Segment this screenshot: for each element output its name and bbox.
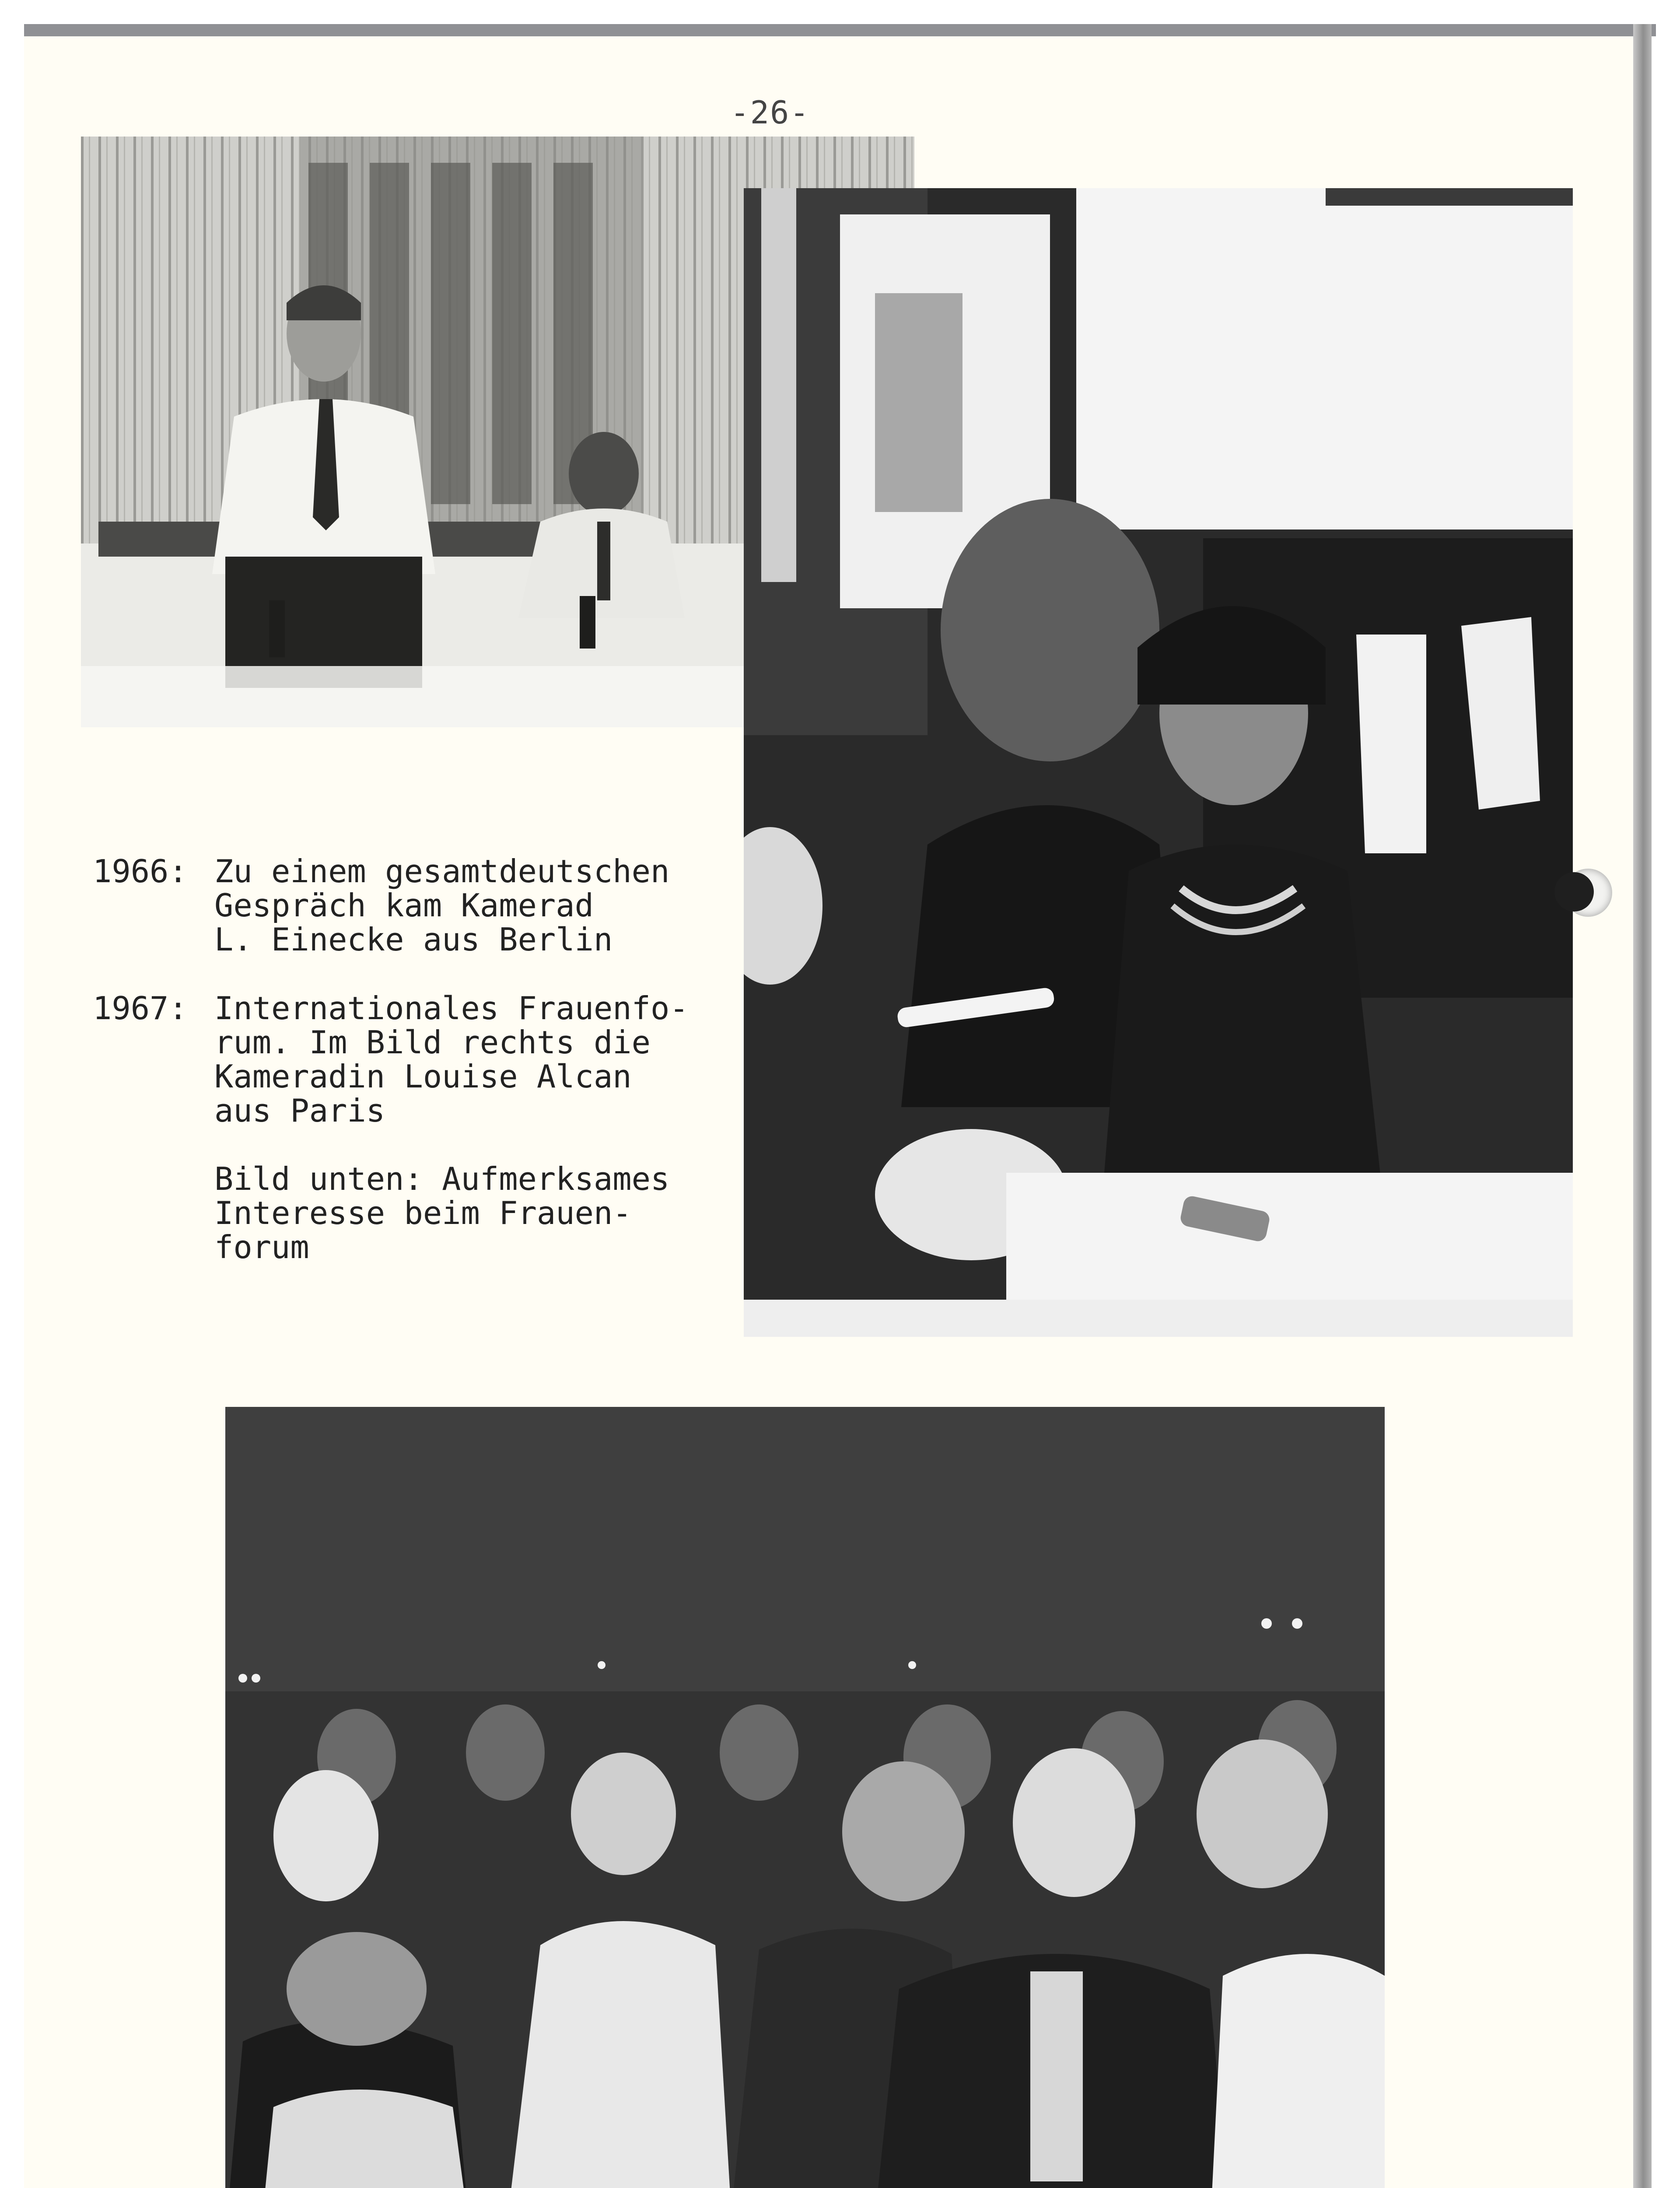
caption-line: L. Einecke aus Berlin xyxy=(214,921,613,958)
caption-bottom-photo xyxy=(214,1162,669,1264)
caption-line: Zu einem gesamtdeutschen xyxy=(214,853,670,890)
photo-womens-forum-1967 xyxy=(744,188,1573,1337)
caption-line: Internationales Frauenfo- xyxy=(214,990,689,1027)
caption-line: forum xyxy=(214,1229,309,1266)
scan-top-edge xyxy=(24,24,1656,36)
caption-line: Kameradin Louise Alcan xyxy=(214,1058,632,1095)
caption-line: aus Paris xyxy=(214,1092,385,1129)
caption-text xyxy=(214,991,689,1128)
caption-year: 1966: xyxy=(93,853,188,890)
caption-line: rum. Im Bild rechts die xyxy=(214,1024,651,1061)
punch-hole xyxy=(1564,869,1612,917)
caption-line: Interesse beim Frauen- xyxy=(214,1195,632,1231)
caption-line: Gespräch kam Kamerad xyxy=(214,887,594,924)
scan-right-edge xyxy=(1633,24,1652,2188)
caption-line: Bild unten: Aufmerksames xyxy=(214,1161,670,1197)
caption-year: 1967: xyxy=(93,990,188,1027)
photo-audience xyxy=(225,1407,1385,2188)
page-number: -26- xyxy=(730,94,810,131)
caption-text xyxy=(214,854,669,957)
